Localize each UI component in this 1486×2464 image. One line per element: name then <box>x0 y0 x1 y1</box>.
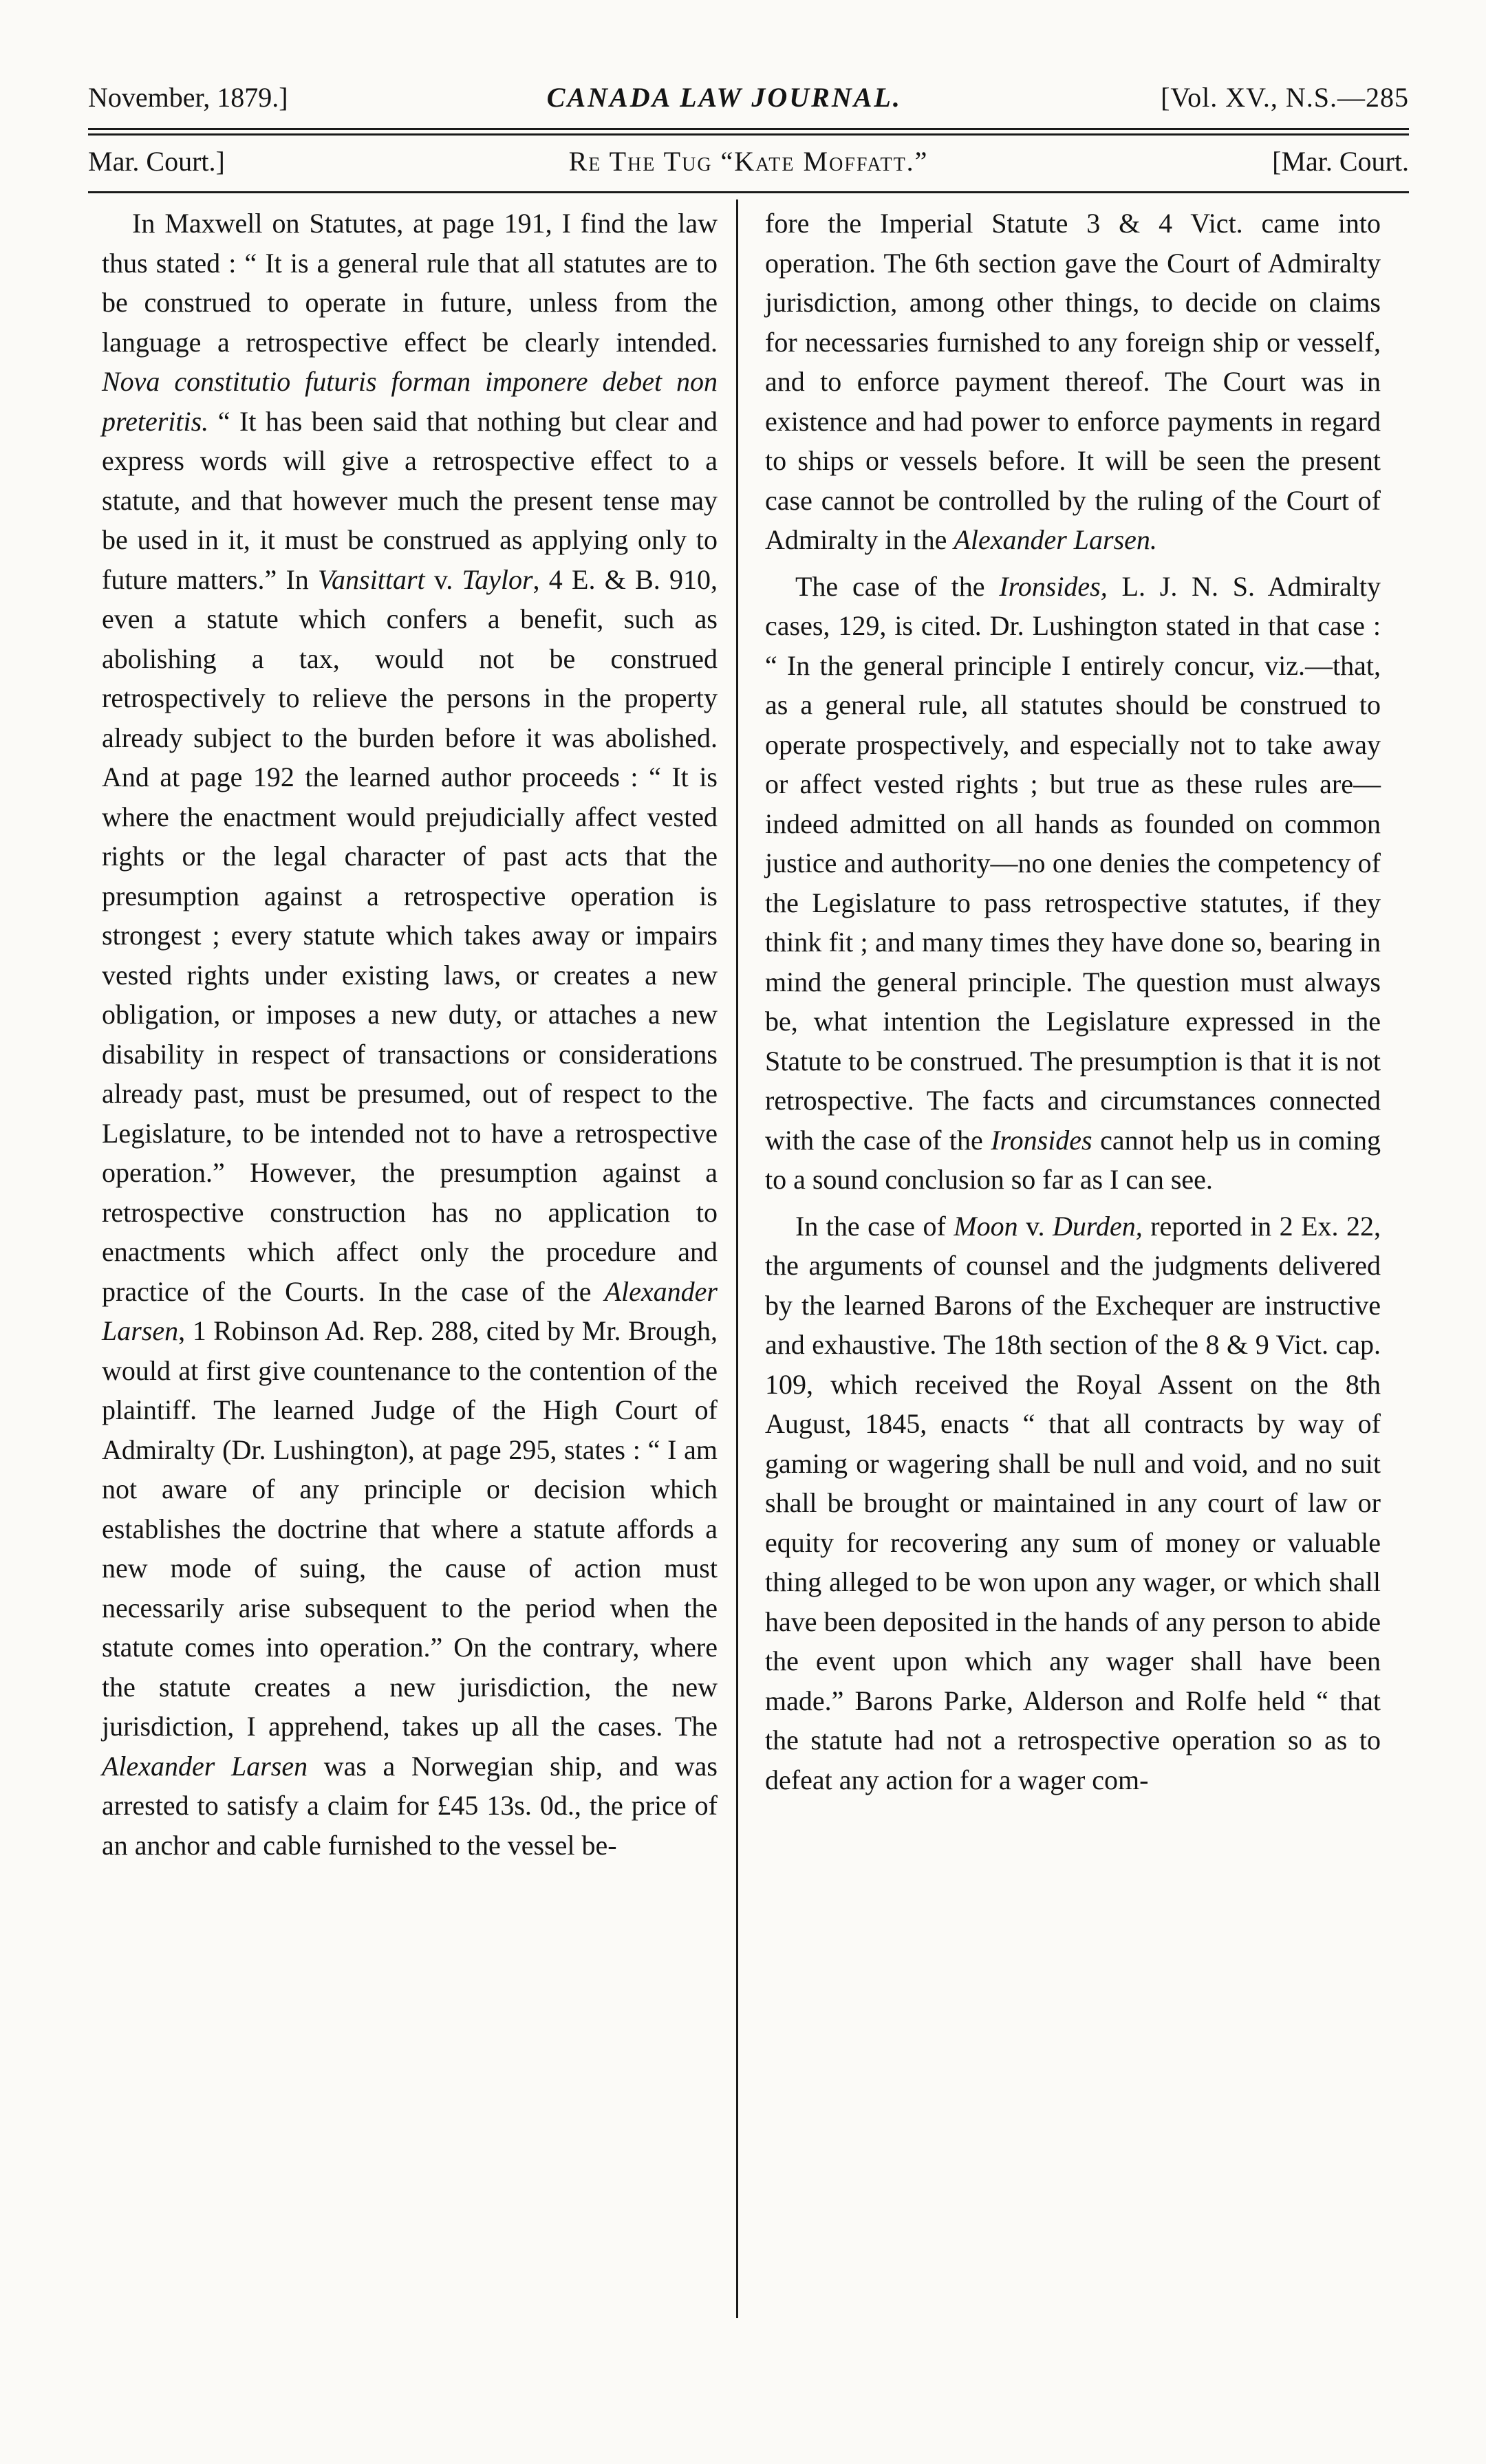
case-subheader <box>88 141 1409 182</box>
court-label-left: Mar. Court.] <box>88 146 225 177</box>
header-rule-bottom <box>88 133 1409 136</box>
paragraph: The case of the Ironsides, L. J. N. S. Admiralty cases, 129, is cited. Dr. Lushington stated in that case : “ In the general principle I entirely concur, viz.—that, as a general rule, all statutes should be construed to operate prospectively, and especially not to take away or affect vested rights ; but true as these rules are—indeed admitted on all hands as founded on common justice and authority—no one denies the competency of the Legislature to pass retrospective statutes, if they think fit ; and many times they have done so, bearing in mind the general principle. The question must always be, what intention the Legislature expressed in the Statute to be construed. The presumption is that it is not retrospective. The facts and circumstances connected with the case of the Ironsides cannot help us in coming to a sound conclusion so far as I can see. <box>765 570 1381 1195</box>
journal-title: CANADA LAW JOURNAL. <box>546 82 902 113</box>
header-rule-top <box>88 128 1409 130</box>
running-head <box>88 77 1409 118</box>
paragraph: In the case of Moon v. Durden, reported in 2 Ex. 22, the arguments of counsel and the judgments delivered by the learned Barons of the Exchequer are instructive and exhaustive. The 18th section of the 8 & 9 Vict. cap. 109, which received the Royal Assent on the 8th August, 1845, enacts “ that all contracts by way of gaming or wagering shall be null and void, and no suit shall be brought or maintained in any court of law or equity for recovering any sum of money or valuable thing alleged to be won upon any wager, or which shall have been deposited in the hands of any person to abide the event upon which any wager shall have been made.” Barons Parke, Alderson and Rolfe held “ that the statute had not a retrospective operation so as to defeat any action for a wager com- <box>765 1210 1381 1795</box>
volume-page-number: [Vol. XV., N.S.—285 <box>1161 82 1409 113</box>
case-title: Re The Tug “Kate Moffatt.” <box>568 146 929 177</box>
paragraph: In Maxwell on Statutes, at page 191, I find the law thus stated : “ It is a general rule that all statutes are to be construed to operate in future, unless from the language a retrospective effect be clearly intended. Nova constitutio futuris forman imponere debet non preteritis. “ It has been said that nothing but clear and express words will give a retrospective effect to a statute, and that however much the present tense may be used in it, it must be construed as applying only to future matters.” In Vansittart v. Taylor, 4 E. & B. 910, even a statute which confers a benefit, such as abolishing a tax, would not be construed retrospectively to relieve the persons in the property already subject to the burden before it was abolished. And at page 192 the learned author proceeds : “ It is where the enactment would prejudicially affect vested rights or the legal character of past acts that the presumption against a retrospective operation is strongest ; every statute which takes away or impairs vested rights under existing laws, or creates a new obligation, or imposes a new duty, or attaches a new disability in respect of transactions or considerations already past, must be presumed, out of respect to the Legislature, to be intended not to have a retrospective operation.” However, the presumption against a retrospective construction has no application to enactments which affect only the procedure and practice of the Courts. In the case of the Alexander Larsen, 1 Robinson Ad. Rep. 288, cited by Mr. Brough, would at first give countenance to the contention of the plaintiff. The learned Judge of the High Court of Admiralty (Dr. Lushington), at page 295, states : “ I am not aware of any principle or decision which establishes the doctrine that where a statute affords a new mode of suing, the cause of action must necessarily arise subsequent to the period when the statute comes into operation.” On the contrary, where the statute creates a new jurisdiction, the new jurisdiction, I apprehend, takes up all the cases. The Alexander Larsen was a Norwegian ship, and was arrested to satisfy a claim for £45 13s. 0d., the price of an anchor and cable furnished to the vessel be- <box>102 208 718 1861</box>
court-label-right: [Mar. Court. <box>1272 146 1409 177</box>
paragraph-continued: fore the Imperial Statute 3 & 4 Vict. came into operation. The 6th section gave the Court of Admiralty jurisdiction, among other things, to decide on claims for necessaries furnished to any foreign ship or vesself, and to enforce payment thereof. The Court was in existence and had power to enforce payments in regard to ships or vessels before. It will be seen the present case cannot be controlled by the ruling of the Court of Admiralty in the Alexander Larsen. <box>765 208 1381 555</box>
running-head-date: November, 1879.] <box>88 82 288 113</box>
right-column <box>765 204 1381 1806</box>
subheader-rule <box>88 191 1409 193</box>
left-column <box>102 204 718 1872</box>
column-divider <box>736 199 738 2318</box>
